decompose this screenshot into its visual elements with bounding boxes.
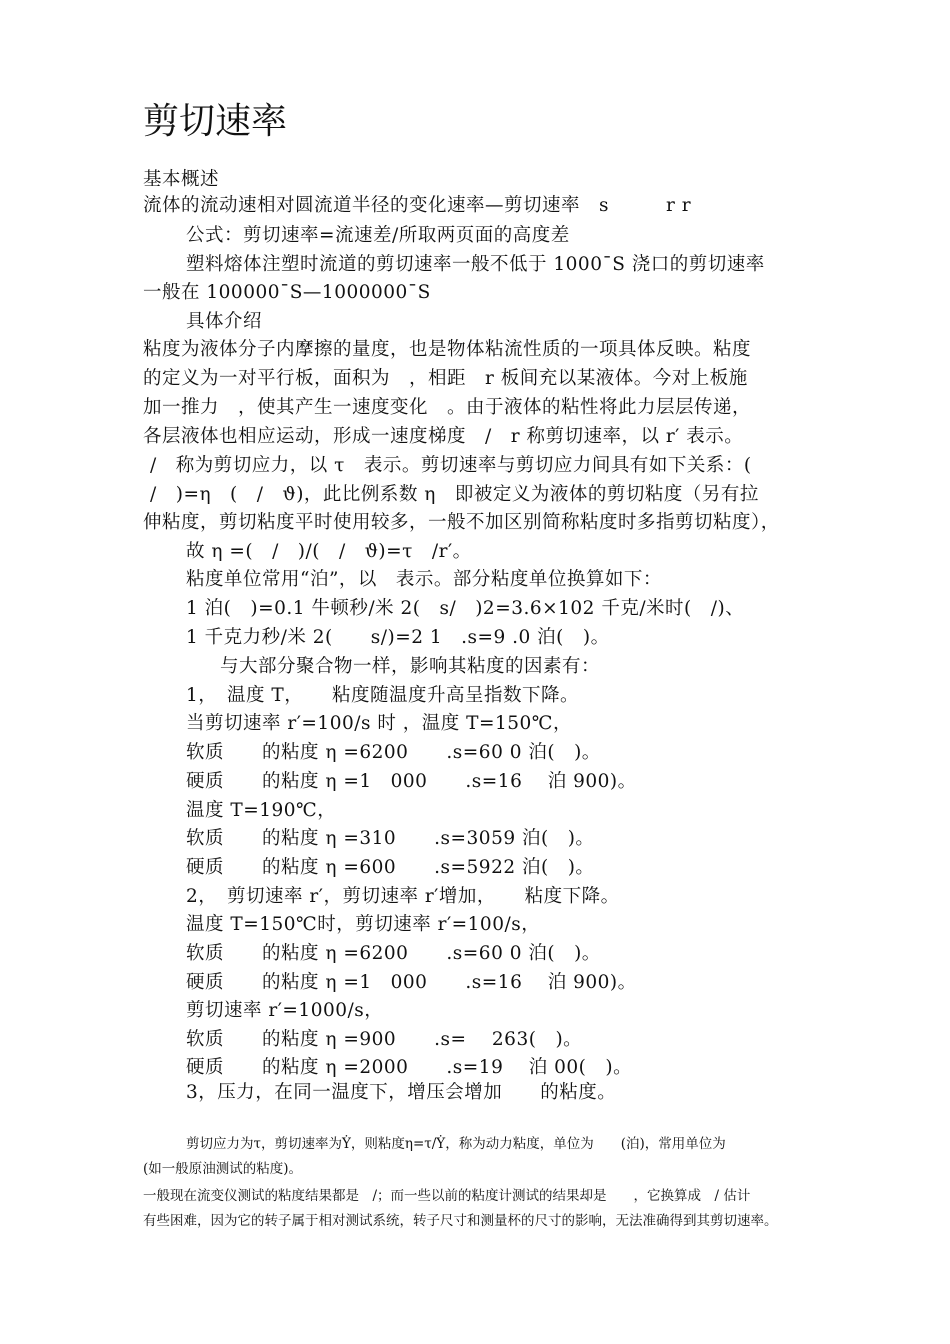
list-item: 软质 的粘度 η =900 .s= 263( )。: [186, 1029, 583, 1050]
list-item: 软质 的粘度 η =310 .s=3059 泊( )。: [186, 828, 595, 849]
formula-line: 故 η =( / )/( / ϑ)=τ /r′。: [186, 541, 472, 562]
paragraph-line: 的定义为一对平行板，面积为 ，相距 r 板间充以某液体。今对上板施: [143, 368, 748, 389]
footnote-line: 剪切应力为τ，剪切速率为Ẏ，则粘度η=τ/Ẏ，称为动力粘度，单位为 (泊)，常用单位为: [186, 1136, 726, 1152]
list-item: 硬质 的粘度 η =600 .s=5922 泊( )。: [186, 857, 595, 878]
list-item: 温度 T=190℃，: [186, 800, 337, 821]
list-item: 软质 的粘度 η =6200 .s=60 0 泊( )。: [186, 943, 601, 964]
paragraph-line: 与大部分聚合物一样，影响其粘度的因素有：: [220, 656, 601, 677]
paragraph-line: / )=η ( / ϑ)，此比例系数 η 即被定义为液体的剪切粘度（另有拉: [150, 484, 759, 505]
conversion-line: 1 千克力秒/米 2( s/)=2 1 .s=9 .0 泊( )。: [186, 627, 610, 648]
conversion-line: 1 泊( )=0.1 牛顿秒/米 2( s/ )2=3.6×102 千克/米时( /)、: [186, 598, 745, 619]
footnote-line: (如一般原油测试的粘度)。: [143, 1161, 303, 1177]
list-item: 软质 的粘度 η =6200 .s=60 0 泊( )。: [186, 742, 601, 763]
paragraph-line: 流体的流动速相对圆流道半径的变化速率—剪切速率 s r r: [143, 195, 692, 216]
page-title: 剪切速率: [143, 101, 288, 142]
section-heading-detail: 具体介绍: [186, 311, 263, 332]
paragraph-line: 粘度单位常用“泊”，以 表示。部分粘度单位换算如下：: [186, 569, 662, 590]
paragraph-line: 各层液体也相应运动，形成一速度梯度 / r 称剪切速率，以 r′ 表示。: [143, 426, 744, 447]
paragraph-line: 粘度为液体分子内摩擦的量度，也是物体粘流性质的一项具体反映。粘度: [143, 339, 752, 360]
list-item: 硬质 的粘度 η =1 000 .s=16 泊 900)。: [186, 771, 637, 792]
paragraph-line: / 称为剪切应力，以 τ 表示。剪切速率与剪切应力间具有如下关系：(: [150, 455, 752, 476]
list-item: 当剪切速率 r′=100/s 时 ，温度 T=150℃，: [186, 713, 572, 734]
paragraph-line: 公式：剪切速率=流速差/所取两页面的高度差: [186, 225, 570, 246]
footnote-line: 一般现在流变仪测试的粘度结果都是 /；而一些以前的粘度计测试的结果却是 ，它换算成 / 估计: [143, 1188, 751, 1204]
list-item: 1， 温度 T， 粘度随温度升高呈指数下降。: [186, 685, 579, 706]
footnote-line: 有些困难，因为它的转子属于相对测试系统，转子尺寸和测量杯的尺寸的影响，无法准确得到其剪切速率。: [143, 1213, 778, 1229]
paragraph-line: 加一推力 ，使其产生一速度变化 。由于液体的粘性将此力层层传递，: [143, 397, 752, 418]
list-item: 温度 T=150℃时，剪切速率 r′=100/s，: [186, 914, 541, 935]
list-item: 3，压力，在同一温度下，增压会增加 的粘度。: [186, 1082, 617, 1103]
list-item: 硬质 的粘度 η =1 000 .s=16 泊 900)。: [186, 972, 637, 993]
section-heading-basic: 基本概述: [143, 169, 220, 190]
paragraph-line: 塑料熔体注塑时流道的剪切速率一般不低于 1000¯S 浇口的剪切速率: [186, 254, 765, 275]
paragraph-line: 伸粘度，剪切粘度平时使用较多，一般不加区别简称粘度时多指剪切粘度），: [143, 512, 780, 533]
list-item: 剪切速率 r′=1000/s，: [186, 1000, 384, 1021]
list-item: 硬质 的粘度 η =2000 .s=19 泊 00( )。: [186, 1057, 633, 1078]
list-item: 2， 剪切速率 r′，剪切速率 r′增加， 粘度下降。: [186, 886, 620, 907]
paragraph-line: 一般在 100000¯S—1000000¯S: [143, 282, 431, 303]
